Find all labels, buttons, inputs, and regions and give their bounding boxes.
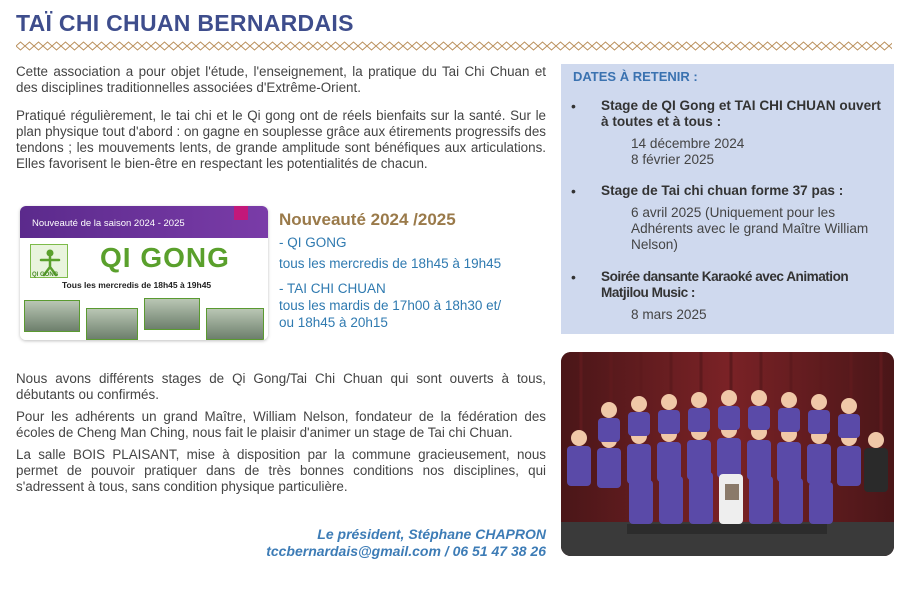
body-paragraph-2: Pour les adhérents un grand Maître, William Nelson, fondateur de la fédération des écoles de Cheng Man Ching, nous fait le plaisir d'animer un stage de Tai chi Chuan. bbox=[16, 409, 546, 440]
president-signature: Le président, Stéphane CHAPRON bbox=[317, 526, 546, 542]
contact-info[interactable]: tccbernardais@gmail.com / 06 51 47 38 26 bbox=[266, 543, 546, 559]
flyer-logo-text: QI GONG bbox=[32, 272, 59, 278]
group-photo bbox=[561, 352, 894, 556]
date-item-title: Stage de QI Gong et TAI CHI CHUAN ouvert à toutes et à tous : bbox=[601, 98, 881, 129]
body-paragraph-1: Nous avons différents stages de Qi Gong/Tai Chi Chuan qui sont ouverts à tous, débutants ou confirmés. bbox=[16, 371, 546, 402]
flyer-photo bbox=[24, 300, 80, 332]
news-tai-chi-time-1: tous les mardis de 17h00 à 18h30 et/ bbox=[279, 298, 502, 313]
news-title: Nouveauté 2024 /2025 bbox=[279, 210, 456, 229]
intro-paragraph-2: Pratiqué régulièrement, le tai chi et le Qi gong ont de réels bienfaits sur la santé. Sur le plan physique tout d'abord : on gagne en souplesse grâce aux étirements progressifs des tendons ; les mouvements lents, de grande amplitude sont bénéfiques aux articulations. Elles favorisent le bien-être en respectant les potentialités de chacun. bbox=[16, 108, 546, 171]
flyer-banner bbox=[20, 206, 268, 238]
flyer-headline: QI GONG bbox=[100, 242, 230, 273]
date-item-title: Stage de Tai chi chuan forme 37 pas : bbox=[601, 183, 844, 198]
qi-gong-flyer bbox=[20, 206, 268, 340]
intro-paragraph-1: Cette association a pour objet l'étude, l'enseignement, la pratique du Tai Chi Chuan et des disciplines traditionnelles associées d'Extrême-Orient. bbox=[16, 64, 546, 95]
group-photo-illustration bbox=[561, 352, 894, 556]
bullet-icon: • bbox=[571, 98, 576, 114]
flyer-photo bbox=[206, 308, 264, 340]
flyer-photo bbox=[86, 308, 138, 340]
body-paragraph-3: La salle BOIS PLAISANT, mise à disposition par la commune gracieusement, nous permet de pouvoir pratiquer dans de très bonnes conditions nos disciplines, qui s'adressent à tous, sans condition physique particulière. bbox=[16, 447, 546, 494]
flyer-schedule: Tous les mercredis de 18h45 à 19h45 bbox=[62, 280, 212, 290]
news-tai-chi-time-2: ou 18h45 à 20h15 bbox=[279, 315, 388, 330]
date-item-line: 8 février 2025 bbox=[631, 152, 715, 167]
news-qi-gong-label: - QI GONG bbox=[279, 235, 347, 250]
flyer-photo bbox=[144, 298, 200, 330]
body-section bbox=[16, 371, 546, 501]
flyer-photo-strip bbox=[20, 294, 268, 340]
bullet-icon: • bbox=[571, 269, 576, 285]
date-item-title: Soirée dansante Karaoké avec Animation Matjilou Music : bbox=[601, 269, 849, 300]
page-title: TAÏ CHI CHUAN BERNARDAIS bbox=[16, 10, 354, 36]
flyer-banner-text: Nouveauté de la saison 2024 - 2025 bbox=[32, 218, 185, 229]
bullet-icon: • bbox=[571, 183, 576, 199]
flyer-corner-square bbox=[234, 206, 248, 220]
date-item-line: 6 avril 2025 (Uniquement pour les Adhérents avec le grand Maître William Nelson) bbox=[631, 205, 869, 252]
news-tai-chi-label: - TAI CHI CHUAN bbox=[279, 281, 386, 296]
news-qi-gong-time: tous les mercredis de 18h45 à 19h45 bbox=[279, 256, 502, 271]
date-item-line: 8 mars 2025 bbox=[631, 307, 707, 322]
dates-heading: DATES À RETENIR : bbox=[573, 69, 698, 84]
intro-section bbox=[16, 64, 546, 184]
dates-box bbox=[561, 64, 894, 334]
date-item-line: 14 décembre 2024 bbox=[631, 136, 745, 151]
decorative-divider bbox=[16, 41, 892, 51]
